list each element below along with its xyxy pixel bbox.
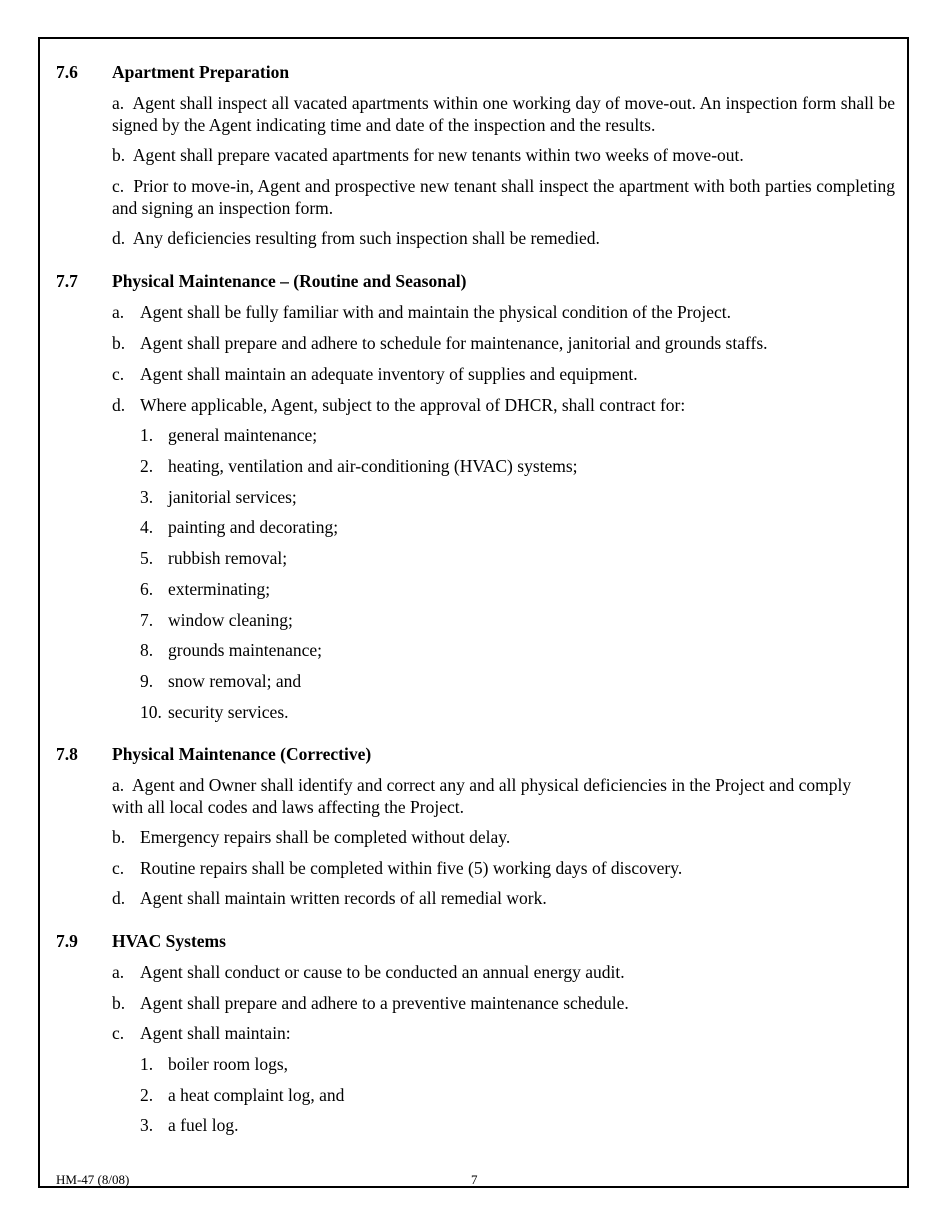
sub-item-text: window cleaning; [168,610,293,630]
item-label: c. [112,1023,125,1043]
sub-item-label: 5. [140,548,154,568]
sub-item-text: general maintenance; [168,425,318,445]
list-item [112,175,895,219]
list-item [112,144,895,166]
sub-list-item [140,455,578,477]
item-text: Agent shall conduct or cause to be conducted an annual energy audit. [140,962,625,982]
item-text: Agent shall prepare and adhere to a preventive maintenance schedule. [140,993,629,1013]
item-text: Agent and Owner shall identify and correct any and all physical deficiencies in the Project and comply with all local codes and laws affecting the Project. [112,775,852,817]
list-item [112,961,895,983]
sub-item-label: 8. [140,640,154,660]
sub-item-text: snow removal; and [168,671,302,691]
item-label: d. [112,228,126,248]
sub-item-label: 10. [140,702,162,722]
sub-item-label: 7. [140,610,154,630]
sub-list-item [140,639,322,661]
list-item [112,363,895,385]
item-label: b. [112,145,126,165]
list-item [112,92,895,136]
sub-item-text: rubbish removal; [168,548,288,568]
sub-list-item [140,516,338,538]
sub-item-label: 4. [140,517,154,537]
item-text: Where applicable, Agent, subject to the approval of DHCR, shall contract for: [140,395,686,415]
sub-item-text: a fuel log. [168,1115,239,1135]
item-text: Agent shall inspect all vacated apartments within one working day of move-out. An inspection form shall be signed by the Agent indicating time and date of the inspection and the results. [112,93,895,135]
list-item [112,887,895,909]
item-label: a. [112,775,125,795]
item-label: c. [112,858,125,878]
item-text: Emergency repairs shall be completed without delay. [140,827,511,847]
sub-list-item [140,578,270,600]
item-label: c. [112,176,125,196]
sub-item-label: 2. [140,456,154,476]
sub-item-text: boiler room logs, [168,1054,289,1074]
sub-item-text: janitorial services; [168,487,297,507]
sub-item-text: grounds maintenance; [168,640,323,660]
item-label: b. [112,993,126,1013]
item-label: d. [112,395,126,415]
sub-item-text: exterminating; [168,579,271,599]
item-label: b. [112,333,126,353]
list-item [112,1022,895,1044]
sub-list-item [140,486,297,508]
item-text: Agent shall prepare and adhere to schedule for maintenance, janitorial and grounds staffs. [140,333,768,353]
list-item [112,332,895,354]
item-text: Agent shall prepare vacated apartments for new tenants within two weeks of move-out. [132,145,744,165]
list-item [112,394,895,416]
list-item [112,301,895,323]
sub-list-item [140,1114,238,1136]
sub-item-text: a heat complaint log, and [168,1085,345,1105]
item-label: d. [112,888,126,908]
list-item [112,227,895,249]
sub-list-item [140,1084,344,1106]
item-label: a. [112,302,125,322]
sub-list-item [140,547,287,569]
sub-item-label: 3. [140,1115,154,1135]
item-text: Agent shall maintain: [140,1023,291,1043]
sub-item-label: 9. [140,671,154,691]
list-item [112,992,895,1014]
item-text: Agent shall maintain an adequate inventory of supplies and equipment. [140,364,638,384]
item-label: a. [112,962,125,982]
item-text: Prior to move-in, Agent and prospective new tenant shall inspect the apartment with both parties completing and signing an inspection form. [112,176,895,218]
sub-item-label: 1. [140,1054,154,1074]
sub-list-item [140,609,293,631]
footer-page-number: 7 [471,1172,478,1187]
section-number: 7.9 [56,931,78,951]
sub-item-text: painting and decorating; [168,517,339,537]
section-number: 7.8 [56,744,78,764]
sub-item-label: 1. [140,425,154,445]
item-label: b. [112,827,126,847]
sub-list-item [140,1053,288,1075]
item-label: a. [112,93,125,113]
item-label: c. [112,364,125,384]
section-number: 7.6 [56,62,78,82]
sub-list-item [140,670,301,692]
item-text: Agent shall be fully familiar with and maintain the physical condition of the Project. [140,302,731,322]
sub-item-text: heating, ventilation and air-conditioning (HVAC) systems; [168,456,578,476]
list-item [112,857,895,879]
sub-item-label: 3. [140,487,154,507]
sub-list-item [140,701,289,723]
list-item [112,826,895,848]
section-title: Physical Maintenance – (Routine and Seasonal) [112,271,467,291]
sub-item-label: 2. [140,1085,154,1105]
sub-item-label: 6. [140,579,154,599]
list-item [112,774,857,818]
item-text: Any deficiencies resulting from such inspection shall be remedied. [132,228,600,248]
item-text: Agent shall maintain written records of all remedial work. [140,888,547,908]
section-title: Physical Maintenance (Corrective) [112,744,372,764]
section-title: HVAC Systems [112,931,226,951]
sub-list-item [140,424,317,446]
footer-form-id: HM-47 (8/08) [56,1172,130,1187]
section-number: 7.7 [56,271,78,291]
section-title: Apartment Preparation [112,62,290,82]
sub-item-text: security services. [168,702,289,722]
item-text: Routine repairs shall be completed within five (5) working days of discovery. [140,858,683,878]
